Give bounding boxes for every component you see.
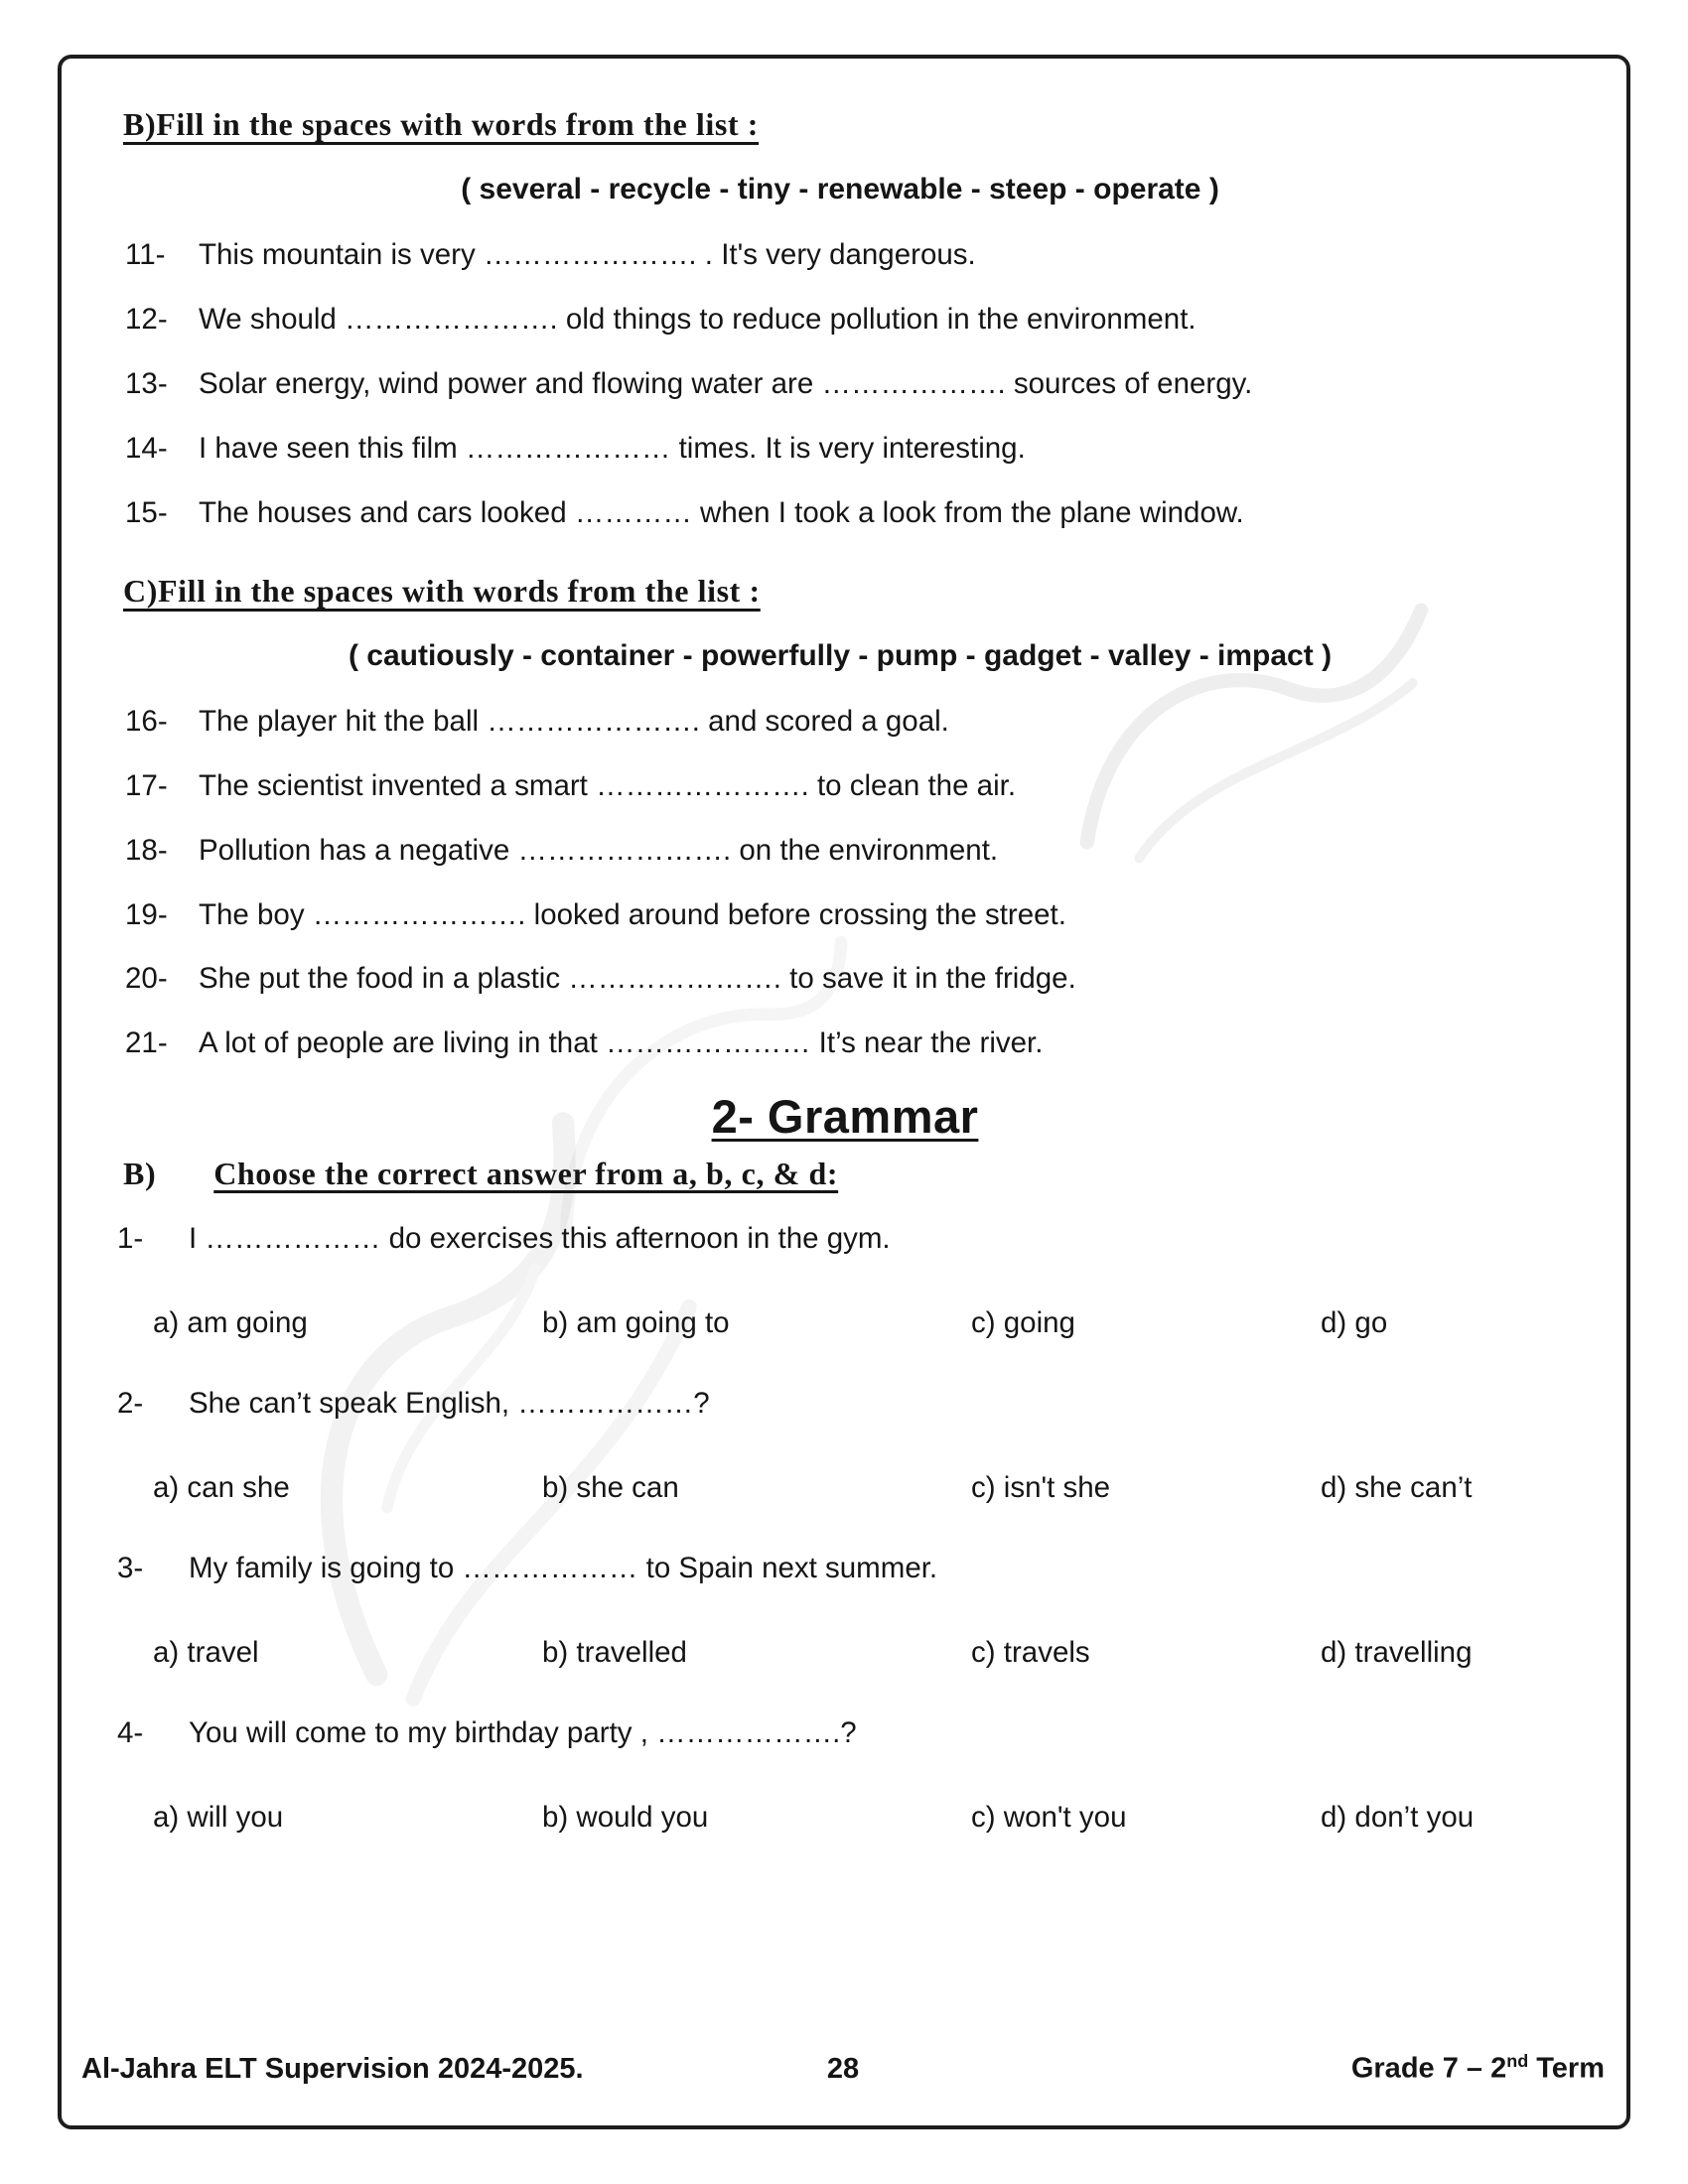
footer-supervision-label: Al-Jahra ELT Supervision 2024-2025. [81, 2053, 584, 2085]
question-text: The houses and cars looked ………… when I took a look from the plane window. [199, 495, 1244, 529]
mcq-options-row [109, 1304, 1581, 1343]
question-number: 11- [125, 238, 166, 271]
mcq-question-row [117, 1385, 1581, 1424]
grammar-heading: 2- Grammar [711, 1090, 979, 1144]
mcq-options-row [109, 1634, 1581, 1673]
mcq-question-row [117, 1550, 1581, 1588]
question-row [125, 960, 1581, 999]
question-text: I ……………… do exercises this afternoon in the gym. [189, 1222, 891, 1256]
question-text: The scientist invented a smart …………………. to clean the air. [199, 768, 1017, 802]
option-c: c) isn't she [971, 1471, 1111, 1505]
question-row [125, 896, 1581, 935]
question-text: You will come to my birthday party , ……………….? [189, 1715, 857, 1749]
option-d: d) go [1321, 1306, 1388, 1340]
section-c-title: C)Fill in the spaces with words from the list : [123, 572, 761, 609]
question-row [125, 236, 1581, 275]
question-number: 13- [125, 366, 168, 400]
question-number: 15- [125, 495, 168, 529]
option-d: d) she can’t [1321, 1471, 1473, 1505]
question-number: 19- [125, 897, 168, 931]
option-d: d) travelling [1321, 1636, 1473, 1669]
question-number: 17- [125, 768, 168, 802]
footer-grade-text: Grade 7 – 2 [1350, 2053, 1507, 2085]
section-c-word-list: ( cautiously - container - powerfully - pump - gadget - valley - impact ) [348, 638, 1333, 672]
mcq-options-row [109, 1799, 1581, 1838]
footer-grade-term: Term [1528, 2053, 1605, 2085]
question-number: 4- [117, 1715, 144, 1749]
question-text: The boy …………………. looked around before crossing the street. [199, 897, 1066, 931]
question-text: Pollution has a negative …………………. on the environment. [199, 833, 999, 867]
grammar-instruction-text: Choose the correct answer from a, b, c, & d: [213, 1156, 839, 1192]
page-footer [81, 2051, 1605, 2086]
question-text: She put the food in a plastic …………………. to save it in the fridge. [199, 962, 1076, 996]
question-number: 21- [125, 1026, 168, 1060]
page-number: 28 [826, 2053, 860, 2085]
question-text: This mountain is very …………………. . It's very dangerous. [199, 238, 976, 271]
question-number: 20- [125, 962, 168, 996]
question-text: The player hit the ball …………………. and scored a goal. [199, 704, 949, 738]
question-row [125, 301, 1581, 340]
section-b-word-list: ( several - recycle - tiny - renewable - steep - operate ) [461, 173, 1219, 205]
option-a: a) am going [153, 1306, 308, 1340]
question-text: A lot of people are living in that ………………… It’s near the river. [199, 1026, 1044, 1060]
question-row [125, 1024, 1581, 1063]
question-row [125, 365, 1581, 404]
page-content [109, 106, 1581, 1838]
option-b: b) she can [542, 1471, 679, 1505]
question-number: 14- [125, 431, 168, 465]
option-a: a) can she [153, 1471, 290, 1505]
option-b: b) travelled [542, 1636, 687, 1669]
question-row [125, 494, 1581, 533]
question-text: She can’t speak English, ………………? [189, 1387, 710, 1421]
option-a: a) travel [153, 1636, 259, 1669]
footer-grade-label [1021, 2051, 1605, 2086]
question-number: 16- [125, 704, 168, 738]
question-row [125, 832, 1581, 871]
option-b: b) am going to [542, 1306, 730, 1340]
question-row [125, 430, 1581, 469]
grammar-questions [109, 1220, 1581, 1838]
section-b-title: B)Fill in the spaces with words from the list : [123, 106, 760, 142]
grammar-section-label: B) [123, 1156, 157, 1192]
question-row [125, 767, 1581, 806]
question-number: 1- [117, 1222, 144, 1256]
footer-grade-ordinal: nd [1506, 2051, 1529, 2072]
question-text: My family is going to ……………… to Spain next summer. [189, 1552, 938, 1585]
option-a: a) will you [153, 1800, 284, 1834]
question-number: 2- [117, 1387, 144, 1421]
page-border-frame [58, 55, 1630, 2129]
section-b-questions [109, 236, 1581, 533]
question-text: We should …………………. old things to reduce pollution in the environment. [199, 302, 1196, 336]
option-c: c) won't you [971, 1800, 1127, 1834]
question-text: I have seen this film ………………… times. It is very interesting. [199, 431, 1026, 465]
question-row [125, 703, 1581, 742]
grammar-instruction [123, 1156, 1581, 1192]
option-c: c) travels [971, 1636, 1090, 1669]
question-text: Solar energy, wind power and flowing water are ………………. sources of energy. [199, 366, 1253, 400]
mcq-question-row [117, 1220, 1581, 1259]
question-number: 18- [125, 833, 168, 867]
option-b: b) would you [542, 1800, 709, 1834]
question-number: 3- [117, 1552, 144, 1585]
mcq-options-row [109, 1469, 1581, 1508]
option-c: c) going [971, 1306, 1075, 1340]
option-d: d) don’t you [1321, 1800, 1475, 1834]
mcq-question-row [117, 1714, 1581, 1753]
section-c-questions [109, 703, 1581, 1064]
question-number: 12- [125, 302, 168, 336]
